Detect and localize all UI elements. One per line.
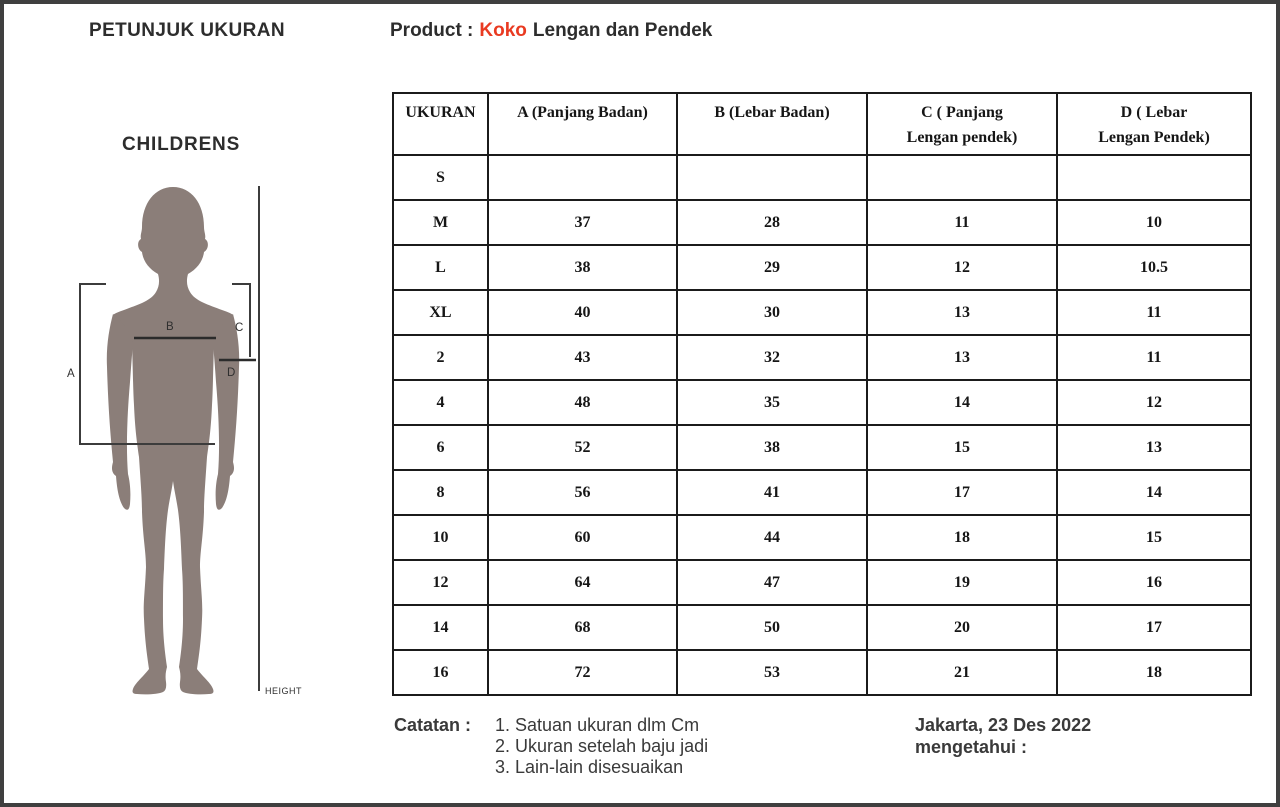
value-cell: 52 (488, 425, 677, 470)
size-cell: XL (393, 290, 488, 335)
value-cell: 16 (1057, 560, 1251, 605)
signoff-place-date: Jakarta, 23 Des 2022 (915, 715, 1092, 735)
value-cell: 60 (488, 515, 677, 560)
label-b: B (166, 321, 174, 333)
value-cell: 38 (677, 425, 867, 470)
value-cell: 56 (488, 470, 677, 515)
table-row (393, 200, 1251, 245)
note-item: 1. Satuan ukuran dlm Cm (495, 715, 700, 735)
value-cell: 11 (1057, 290, 1251, 335)
value-cell: 13 (867, 290, 1057, 335)
value-cell (867, 155, 1057, 200)
col-header-c: C ( Panjang Lengan pendek) (867, 93, 1057, 155)
size-cell: 6 (393, 425, 488, 470)
value-cell: 17 (1057, 605, 1251, 650)
col-header-b: B (Lebar Badan) (677, 93, 867, 155)
value-cell: 29 (677, 245, 867, 290)
table-row (393, 335, 1251, 380)
page-title: PETUNJUK UKURAN (89, 20, 286, 41)
table-row (393, 290, 1251, 335)
size-cell: 16 (393, 650, 488, 695)
body-shape (113, 187, 236, 694)
notes-label: Catatan : (394, 715, 472, 735)
value-cell: 72 (488, 650, 677, 695)
value-cell: 50 (677, 605, 867, 650)
value-cell: 37 (488, 200, 677, 245)
table-row (393, 515, 1251, 560)
value-cell: 43 (488, 335, 677, 380)
value-cell: 53 (677, 650, 867, 695)
value-cell: 32 (677, 335, 867, 380)
value-cell: 47 (677, 560, 867, 605)
size-cell: S (393, 155, 488, 200)
child-measurement-diagram (59, 177, 309, 707)
table-row (393, 560, 1251, 605)
table-row (393, 245, 1251, 290)
label-height: HEIGHT (265, 686, 303, 696)
value-cell (677, 155, 867, 200)
value-cell: 13 (867, 335, 1057, 380)
value-cell: 12 (867, 245, 1057, 290)
figure-heading: CHILDRENS (122, 134, 241, 155)
value-cell: 64 (488, 560, 677, 605)
size-table (392, 92, 1252, 696)
col-header-a: A (Panjang Badan) (488, 93, 677, 155)
col-header-d: D ( Lebar Lengan Pendek) (1057, 93, 1251, 155)
value-cell: 15 (867, 425, 1057, 470)
value-cell: 40 (488, 290, 677, 335)
size-table-header (393, 93, 1251, 155)
value-cell: 44 (677, 515, 867, 560)
value-cell: 14 (867, 380, 1057, 425)
size-cell: 14 (393, 605, 488, 650)
value-cell: 11 (1057, 335, 1251, 380)
size-cell: 8 (393, 470, 488, 515)
label-a: A (67, 368, 75, 380)
value-cell: 11 (867, 200, 1057, 245)
value-cell: 28 (677, 200, 867, 245)
value-cell: 35 (677, 380, 867, 425)
value-cell: 41 (677, 470, 867, 515)
value-cell: 14 (1057, 470, 1251, 515)
value-cell: 10.5 (1057, 245, 1251, 290)
value-cell: 17 (867, 470, 1057, 515)
size-cell: 12 (393, 560, 488, 605)
child-silhouette (107, 187, 239, 694)
size-cell: 4 (393, 380, 488, 425)
label-c: C (235, 322, 244, 334)
table-row (393, 470, 1251, 515)
size-cell: 10 (393, 515, 488, 560)
value-cell: 19 (867, 560, 1057, 605)
col-header-ukuran: UKURAN (393, 93, 488, 155)
signoff-line2: mengetahui : (915, 737, 1028, 757)
size-cell: M (393, 200, 488, 245)
product-line (390, 20, 712, 42)
table-row (393, 605, 1251, 650)
value-cell: 68 (488, 605, 677, 650)
note-item: 2. Ukuran setelah baju jadi (495, 736, 709, 756)
value-cell: 38 (488, 245, 677, 290)
value-cell: 20 (867, 605, 1057, 650)
table-row (393, 650, 1251, 695)
note-item: 3. Lain-lain disesuaikan (495, 757, 684, 777)
value-cell: 30 (677, 290, 867, 335)
value-cell: 15 (1057, 515, 1251, 560)
size-cell: L (393, 245, 488, 290)
value-cell: 10 (1057, 200, 1251, 245)
product-name: Koko (479, 20, 527, 41)
table-row (393, 155, 1251, 200)
left-arm-shape (107, 314, 133, 510)
value-cell: 21 (867, 650, 1057, 695)
product-suffix: Lengan dan Pendek (532, 20, 713, 41)
product-label: Product : (390, 20, 474, 41)
size-cell: 2 (393, 335, 488, 380)
table-row (393, 380, 1251, 425)
value-cell: 12 (1057, 380, 1251, 425)
value-cell: 13 (1057, 425, 1251, 470)
value-cell (1057, 155, 1251, 200)
value-cell: 48 (488, 380, 677, 425)
value-cell: 18 (867, 515, 1057, 560)
table-row (393, 425, 1251, 470)
value-cell: 18 (1057, 650, 1251, 695)
header-row (393, 93, 1251, 155)
value-cell (488, 155, 677, 200)
notes-list (495, 715, 708, 778)
size-table-body (393, 155, 1251, 695)
signoff-block (915, 714, 1091, 758)
label-d: D (227, 367, 236, 379)
right-arm-shape (213, 314, 239, 510)
